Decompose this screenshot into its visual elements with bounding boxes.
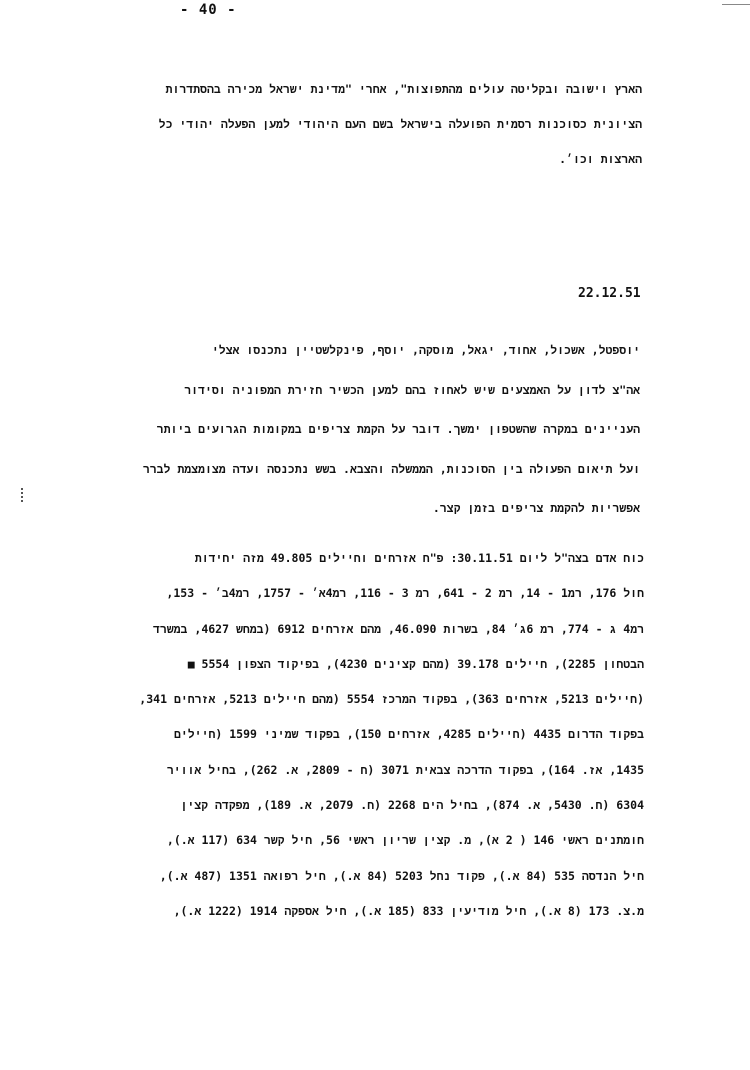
page-number: - 40 - — [180, 2, 237, 18]
paragraph-2-line: ועל תיאום הפעולה בין הסוכנות, הממשלה והצבא. בשש נתכנסה ועדה מצומצמת לברר — [142, 461, 640, 476]
paragraph-1-line: הארצות וכו׳. — [559, 152, 642, 166]
paragraph-3-line: חיל הנדסה 535 (84 א.), פקוד נחל 5203 (84 א.), חיל רפואה 1351 (487 א.), — [159, 868, 644, 883]
paragraph-3-line: מ.צ. 173 (8 א.), חיל מודיעין 833 (185 א.), חיל אספקה 1914 (1222 א.), — [173, 903, 644, 918]
paragraph-2-line: אפשריות להקמת צריפים בזמן קצר. — [432, 501, 640, 516]
paragraph-3 — [69, 541, 644, 929]
paragraph-3-line: 1435, אז. 164), בפקוד הדרכה צבאית 3071 (ח - 2809, א. 262), בחיל אוויר — [166, 762, 644, 777]
paragraph-2-line: העניינים במקרה שהשטפון ימשך. דובר על הקמת צריפים במקומות הגרועים ביותר — [156, 422, 640, 437]
paragraph-3-line: 6304 (ח. 5430, א. 874), בחיל הים 2268 (ח. 2079, א. 189), מפקדה קצין — [180, 798, 644, 813]
paragraph-2-line: יוספטל, אשכול, אחוד, יגאל, מוסקה, יוסף, פינקלשטיין נתכנסו אצלי — [211, 343, 640, 357]
paragraph-3-line: חול 176, רמ1 - 14, רמ 2 - 641, רמ 3 - 116, רמ4א׳ - 1757, רמ4ב׳ - 153, — [166, 586, 644, 601]
paragraph-3-line: בפקוד הדרום 4435 (חיילים 4285, אזרחים 150), בפקוד שמיני 1599 (חיילים — [173, 727, 644, 742]
paragraph-1 — [82, 72, 642, 177]
paragraph-3-line: (חיילים 5213, אזרחים 363), בפקוד המרכז 5554 (מהם חיילים 5213, אזרחים 341, — [139, 692, 644, 707]
margin-punch-mark — [21, 488, 26, 502]
paragraph-1-line: הארץ וישובה ובקליטה עולים מהתפוצות", אחרי "מדינת ישראל מכירה בהסתדרות — [165, 82, 642, 96]
paragraph-2-line: אה"צ לדון על האמצעים שיש לאחוז בהם למען הכשיר חזירת המפוניה וסידור — [184, 382, 640, 397]
paragraph-1-line: הציונית כסוכנות רסמית הפועלה בישראל בשם העם היהודי למען הפעלה יהודי כל — [158, 117, 642, 131]
paragraph-3-line: רמ4 ג - 774, רמ 6ג׳ 84, בשרות 46.090, מהם אזרחים 6912 (במחש 4627, במשרד — [152, 621, 644, 636]
paragraph-3-line: חומתנים ראשי 146 ( 2 א), מ. קצין שריון ראשי 56, חיל קשר 634 (117 א.), — [166, 833, 644, 848]
page-corner-mark — [722, 0, 750, 5]
paragraph-3-line: כוח אדם בצה"ל ליום 30.11.51: פ"ח אזרחים וחיילים 49.805 מזה יחידות — [194, 551, 644, 565]
paragraph-2 — [80, 331, 640, 529]
entry-date: 22.12.51 — [578, 286, 641, 301]
paragraph-3-line: הבטחון 2285), חיילים 39.178 (מהם קצינים 4230), בפיקוד הצפון 5554 ■ — [187, 656, 644, 671]
